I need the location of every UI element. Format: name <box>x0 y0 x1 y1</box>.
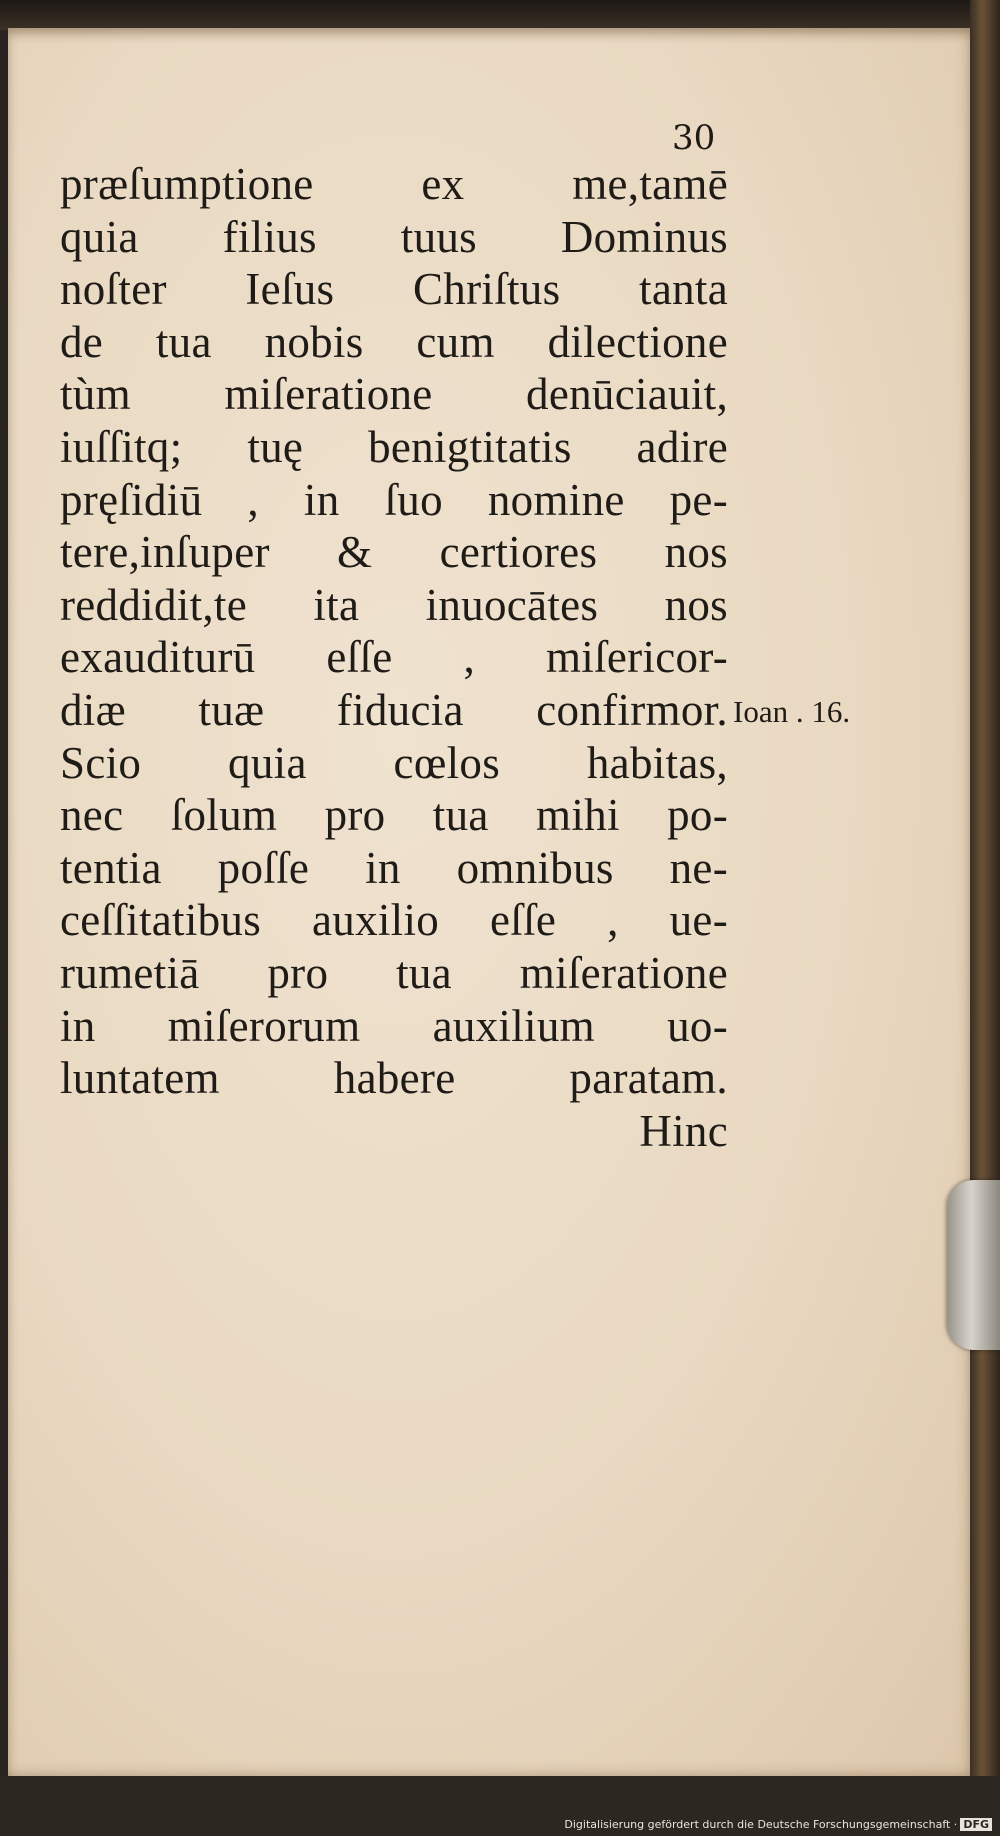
text-line: Scio quia cœlos habitas, <box>60 737 728 788</box>
body-text <box>60 158 728 1157</box>
text-line: iuſſitq; tuę benigtitatis adire <box>60 421 728 472</box>
scan-top-edge <box>0 0 1000 30</box>
text-line: de tua nobis cum dilectione <box>60 316 728 367</box>
dfg-logo: DFG <box>960 1818 992 1831</box>
text-line: diæ tuæ fiducia confirmor. <box>60 684 728 735</box>
text-line: noſter Ieſus Chriſtus tanta <box>60 264 728 315</box>
marginal-note: Ioan . 16. <box>733 694 851 729</box>
text-line: luntatem habere paratam. <box>60 1053 728 1104</box>
text-line: exauditurū eſſe , miſericor- <box>60 632 728 683</box>
text-line: tentia poſſe in omnibus ne- <box>60 842 728 893</box>
text-line: nec ſolum pro tua mihi po- <box>60 790 728 841</box>
digitization-credit <box>564 1818 992 1831</box>
text-line: pręſidiū , in ſuo nomine pe- <box>60 474 728 525</box>
catchword: Hinc <box>639 1105 728 1156</box>
book-binding-edge <box>970 0 1000 1780</box>
text-line: quia filius tuus Dominus <box>60 211 728 262</box>
credit-text: Digitalisierung gefördert durch die Deutsche Forschungsgemeinschaft · <box>564 1818 958 1831</box>
text-line: rumetiā pro tua miſeratione <box>60 947 728 998</box>
text-line: in miſerorum auxilium uo- <box>60 1000 728 1051</box>
text-line: tùm miſeratione denūciauit, <box>60 369 728 420</box>
page-clip <box>948 1180 1000 1350</box>
text-line: reddidit,te ita inuocātes nos <box>60 579 728 630</box>
text-line: præſumptione ex me,tamē <box>60 159 728 209</box>
page-number: 30 <box>672 118 716 158</box>
text-line: tere,inſuper & certiores nos <box>60 527 728 578</box>
text-line: ceſſitatibus auxilio eſſe , ue- <box>60 895 728 946</box>
